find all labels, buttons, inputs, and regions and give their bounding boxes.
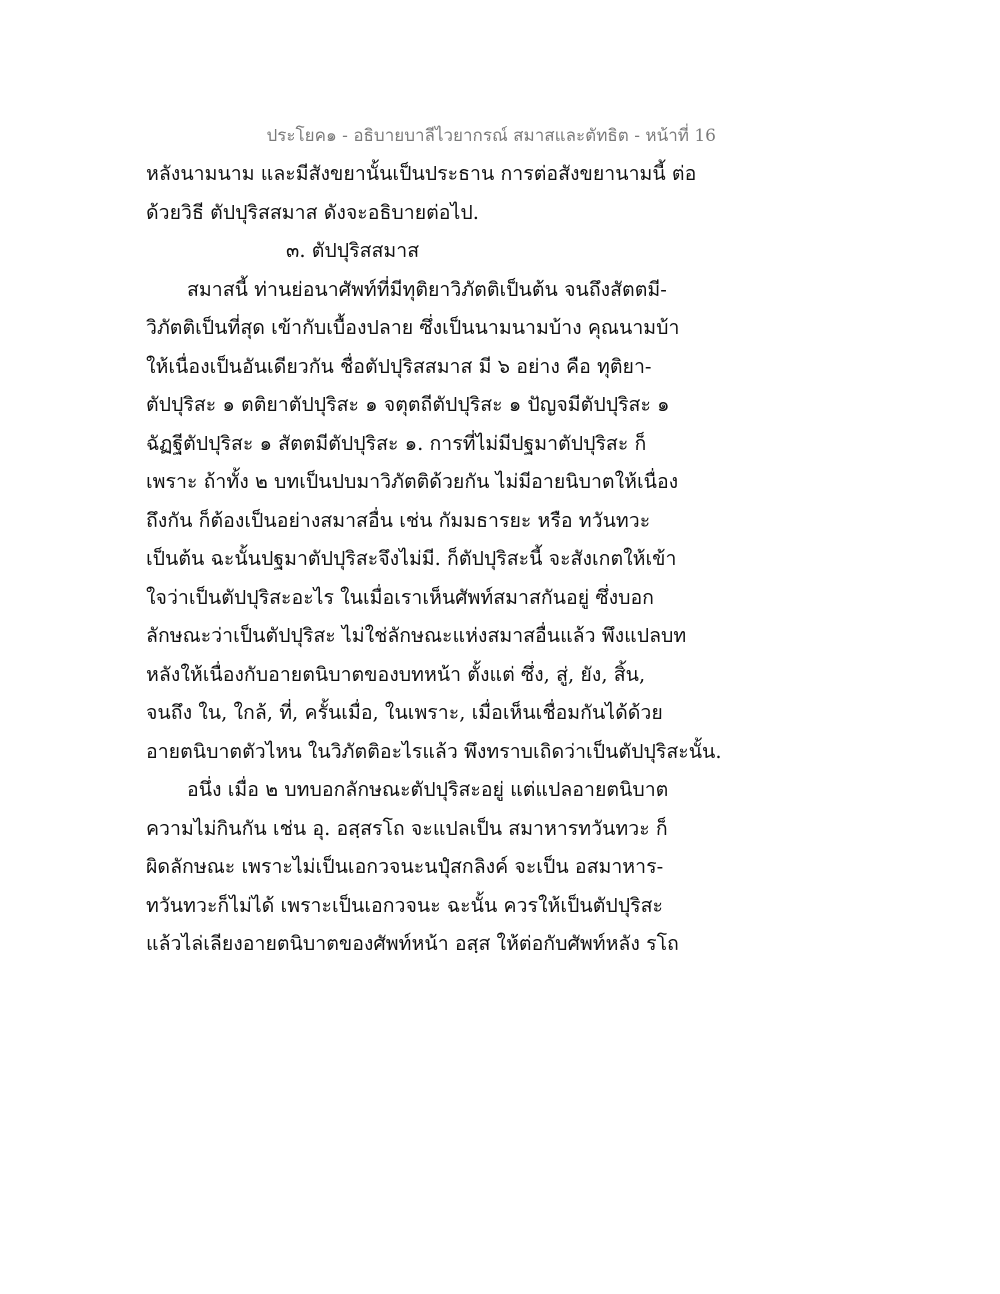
text-line: หลังให้เนื่องกับอายตนิบาตของบทหน้า ตั้งแต่ ซึ่ง, สู่, ยัง, สิ้น, [146, 662, 646, 686]
text-line: ด้วยวิธี ตัปปุริสสมาส ดังจะอธิบายต่อไป. [146, 200, 479, 224]
text-line: ตัปปุริสะ ๑ ตติยาตัปปุริสะ ๑ จตุตถีตัปปุริสะ ๑ ปัญจมีตัปปุริสะ ๑ [146, 393, 670, 416]
document-body [146, 155, 736, 964]
text-line: แล้วไล่เลียงอายตนิบาตของศัพท์หน้า อสฺส ให้ต่อกับศัพท์หลัง รโถ [146, 932, 679, 955]
text-line: ใจว่าเป็นตัปปุริสะอะไร ในเมื่อเราเห็นศัพท์สมาสกันอยู่ ซึ่งบอก [146, 585, 654, 609]
text-line: ผิดลักษณะ เพราะไม่เป็นเอกวจนะนปุํสกลิงค์ จะเป็น อสมาหาร- [146, 855, 664, 878]
text-line: จนถึง ใน, ใกล้, ที่, ครั้นเมื่อ, ในเพราะ, เมื่อเห็นเชื่อมกันได้ด้วย [146, 701, 663, 724]
text-line: เป็นต้น ฉะนั้นปฐมาตัปปุริสะจึงไม่มี. ก็ตัปปุริสะนี้ จะสังเกตให้เข้า [146, 547, 677, 570]
paragraph-first-line: อนึ่ง เมื่อ ๒ บทบอกลักษณะตัปปุริสะอยู่ แต่แปลอายตนิบาต [187, 778, 669, 801]
paragraph-first-line: สมาสนี้ ท่านย่อนาศัพท์ที่มีทุติยาวิภัตติเป็นต้น จนถึงสัตตมี- [187, 277, 667, 301]
page-header: ประโยค๑ - อธิบายบาลีไวยากรณ์ สมาสและตัทธิต - หน้าที่ 16 [266, 126, 716, 146]
text-line: หลังนามนาม และมีสังขยานั้นเป็นประธาน การต่อสังขยานามนี้ ต่อ [146, 162, 697, 185]
text-line: ให้เนื่องเป็นอันเดียวกัน ชื่อตัปปุริสสมาส มี ๖ อย่าง คือ ทุติยา- [146, 354, 652, 378]
text-line: ทวันทวะก็ไม่ได้ เพราะเป็นเอกวจนะ ฉะนั้น ควรให้เป็นตัปปุริสะ [146, 893, 663, 917]
text-line: อายตนิบาตตัวไหน ในวิภัตติอะไรแล้ว พึงทราบเถิดว่าเป็นตัปปุริสะนั้น. [146, 739, 722, 763]
text-line: ลักษณะว่าเป็นตัปปุริสะ ไม่ใช่ลักษณะแห่งสมาสอื่นแล้ว พึงแปลบท [146, 624, 687, 647]
text-line: ความไม่กินกัน เช่น อุ. อสฺสรโถ จะแปลเป็น สมาหารทวันทวะ ก็ [146, 816, 668, 840]
text-line: วิภัตติเป็นที่สุด เข้ากับเบื้องปลาย ซึ่งเป็นนามนามบ้าง คุณนามบ้า [146, 316, 680, 339]
text-line: ฉัฏฐีตัปปุริสะ ๑ สัตตมีตัปปุริสะ ๑. การที่ไม่มีปฐมาตัปปุริสะ ก็ [146, 431, 647, 455]
text-line: ถึงกัน ก็ต้องเป็นอย่างสมาสอื่น เช่น กัมมธารยะ หรือ ทวันทวะ [146, 508, 651, 532]
text-line: เพราะ ถ้าทั้ง ๒ บทเป็นปบมาวิภัตติด้วยกัน ไม่มีอายนิบาตให้เนื่อง [146, 470, 679, 493]
section-heading: ๓. ตัปปุริสสมาส [286, 239, 420, 262]
